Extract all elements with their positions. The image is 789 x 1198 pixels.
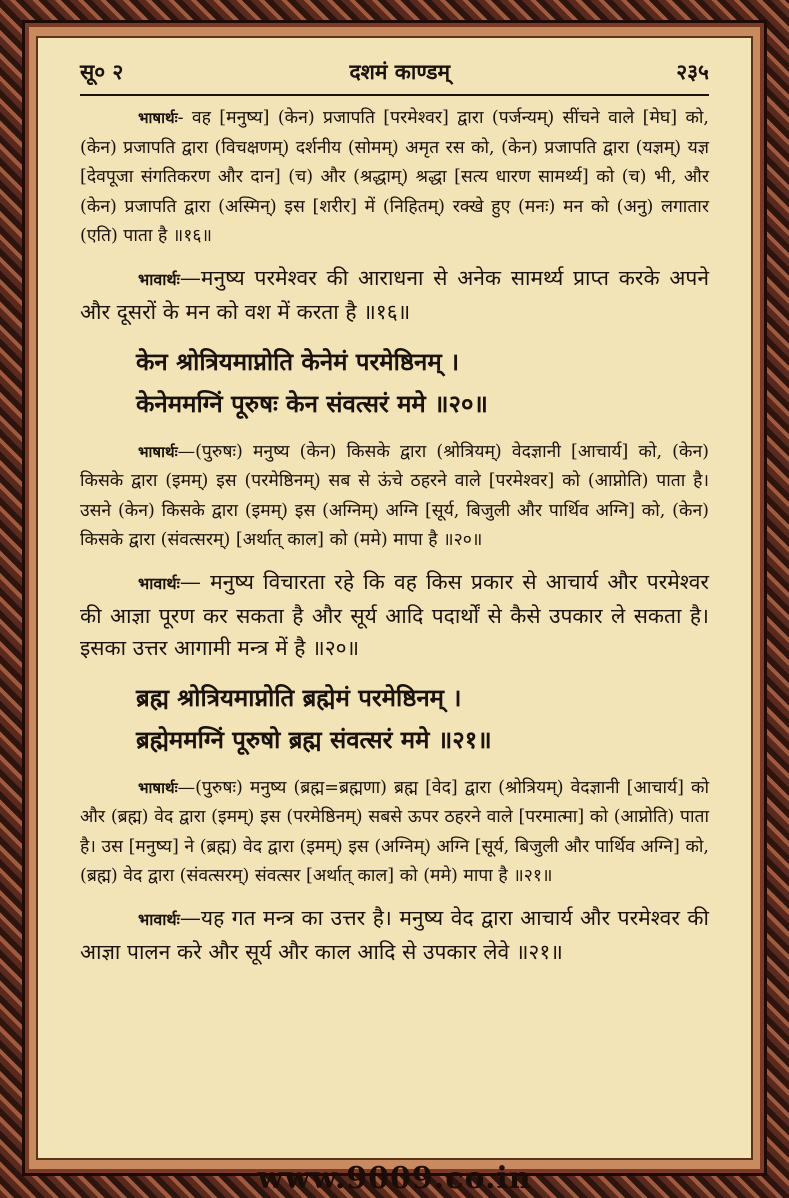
header-rule [80,94,709,96]
section-text: —(पुरुषः) मनुष्य (केन) किसके द्वारा (श्रोत्रियम्) वेदज्ञानी [आचार्य] को, (केन) किसके द्वारा (इमम्) इस (परमेष्ठिनम्) सब से ऊंचे ठहरने वाले [परमेश्वर] को (आप्नोति) पाता है। उसने (केन) किसके द्वारा (इमम्) इस (अग्निम्) अग्नि [सूर्य, बिजुली और पार्थिव अग्नि] को, (केन) किसके द्वारा (संवत्सरम्) [अर्थात् काल] को (ममे) मापा है ॥२०॥ [80,441,709,550]
book-page [36,36,753,1160]
verse-21-line-2: ब्रह्मेममग्निं पूरुषो ब्रह्म संवत्सरं ममे ॥२१॥ [136,724,492,754]
verse-21-line-1: ब्रह्म श्रोत्रियमाप्नोति ब्रह्मेमं परमेष्ठिनम् । [136,682,462,712]
meaning-19 [80,262,709,328]
section-text: —(पुरुषः) मनुष्य (ब्रह्म=ब्रह्मणा) ब्रह्म [वेद] द्वारा (श्रोत्रियम्) वेदज्ञानी [आचार्य] को और (ब्रह्म) वेद द्वारा (इमम्) इस (परमेष्ठिनम्) सबसे ऊपर ठहरने वाले [परमात्मा] को (आप्नोति) पाता है। उस [मनुष्य] ने (ब्रह्म) वेद द्वारा (इमम्) इस (अग्निम्) अग्नि [सूर्य, बिजुली और पार्थिव अग्नि] को, (ब्रह्म) वेद द्वारा (संवत्सरम्) संवत्सर [अर्थात् काल] को (ममे) मापा है ॥२१॥ [80,777,709,886]
section-label: भावार्थः [138,909,180,929]
section-label: भाषार्थः [138,109,178,127]
meaning-20 [80,566,709,664]
section-label: भावार्थः [138,269,180,289]
section-text: - वह [मनुष्य] (केन) प्रजापति [परमेश्वर] द्वारा (पर्जन्यम्) सींचने वाले [मेघ] को, (केन) प्रजापति द्वारा (विचक्षणम्) दर्शनीय (सोमम्) अमृत रस को, (केन) प्रजापति द्वारा (यज्ञम्) यज्ञ [देवपूजा संगतिकरण और दान] (च) और (श्रद्धाम्) श्रद्धा [सत्य धारण सामर्थ्य] को (च) भी, और (केन) प्रजापति द्वारा (अस्मिन्) इस [शरीर] में (निहितम्) रक्खे हुए (मनः) मन को (अनु) लगातार (एति) पाता है ॥१६॥ [80,108,709,246]
website-watermark: www.9009.co.in [257,1161,532,1196]
page-number: २३५ [676,59,709,84]
page-content [80,104,709,968]
verse-20-line-2: केनेममग्निं पूरुषः केन संवत्सरं ममे ॥२०॥ [136,388,488,418]
page-header [80,56,709,88]
translation-21 [80,774,709,892]
section-text: —मनुष्य परमेश्वर की आराधना से अनेक सामर्थ्य प्राप्त करके अपने और दूसरों के मन को वश में करता है ॥१६॥ [80,265,709,324]
section-text: —यह गत मन्त्र का उत्तर है। मनुष्य वेद द्वारा आचार्य और परमेश्वर की आज्ञा पालन करे और सूर्य और काल आदि से उपकार लेवे ॥२१॥ [80,905,709,964]
verse-20-line-1: केन श्रोत्रियमाप्नोति केनेमं परमेष्ठिनम् । [136,346,460,376]
translation-20 [80,438,709,556]
meaning-21 [80,902,709,968]
translation-19 [80,104,709,252]
section-label: भाषार्थः [138,442,178,461]
section-label: भाषार्थः [138,778,178,797]
section-label: भावार्थः [138,573,180,593]
sukta-number: सू० २ [80,59,124,84]
section-text: — मनुष्य विचारता रहे कि वह किस प्रकार से आचार्य और परमेश्वर की आज्ञा पूरण कर सकता है और सूर्य आदि पदार्थों से कैसे उपकार ले सकता है। इसका उत्तर आगामी मन्त्र में है ॥२०॥ [80,569,709,660]
kanda-title: दशमं काण्डम् [349,59,451,84]
